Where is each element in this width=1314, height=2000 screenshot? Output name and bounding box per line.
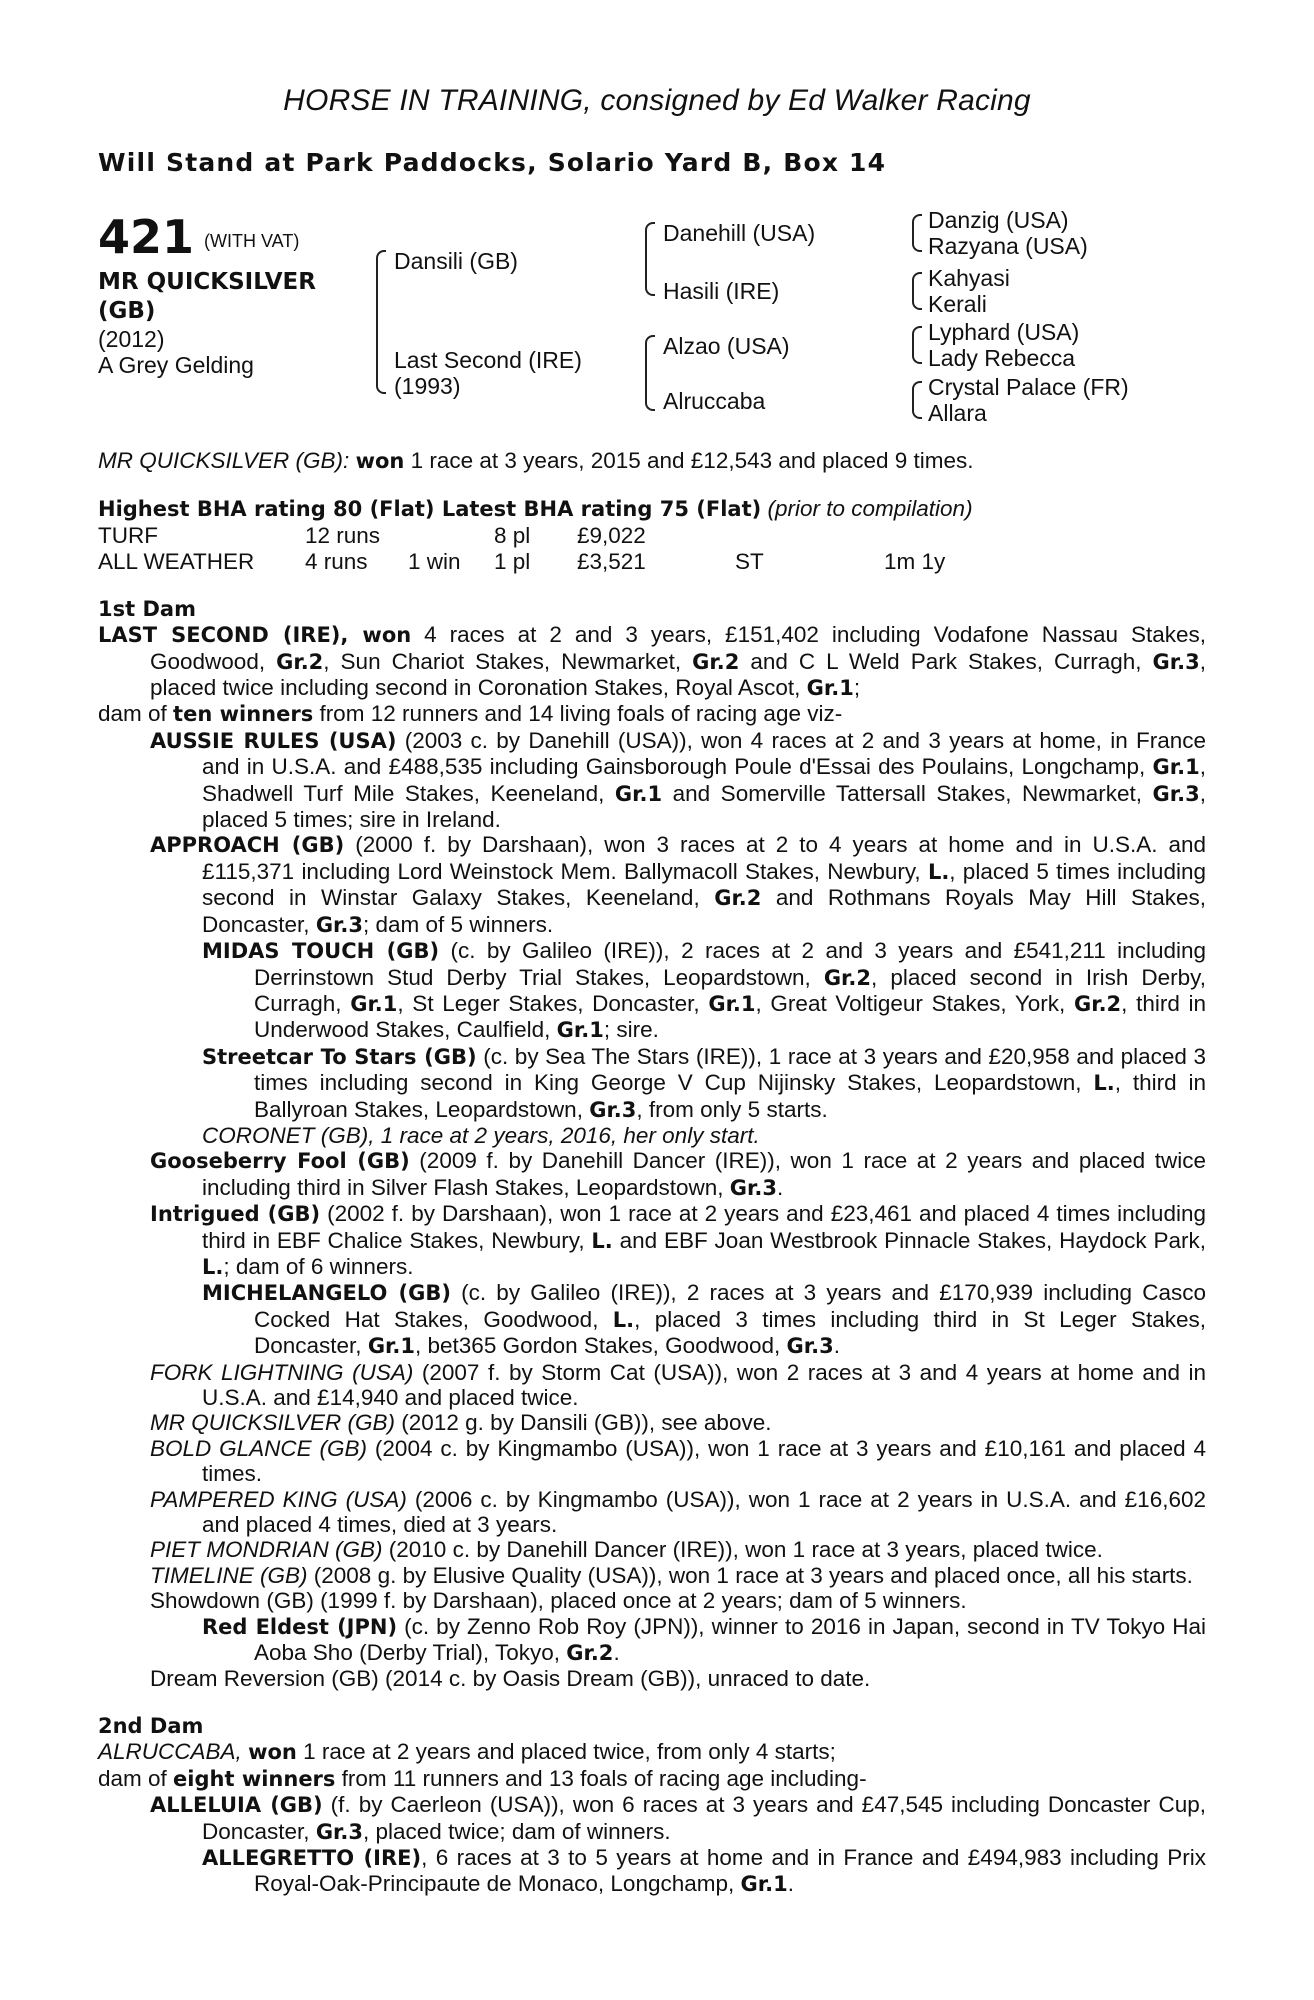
horse-name-line1: MR QUICKSILVER [98,269,316,295]
vat-label: (WITH VAT) [204,231,300,251]
all-weather-stats: ALL WEATHER 4 runs 1 win 1 pl £3,521 ST 1m 1y [98,548,946,574]
second-dam-heading: 2nd Dam [98,1713,204,1738]
great-grandsire-3: Lyphard (USA) [928,319,1080,345]
great-granddam-2: Kerali [928,291,987,317]
great-grandsire-4: Crystal Palace (FR) [928,374,1129,400]
first-dam-record: LAST SECOND (IRE), won 4 races at 2 and 3 years, £151,402 including Vodafone Nassau Stakes, Goodwood, Gr.2, Sun Chariot Stakes, Newmarket, Gr.2 and C L Weld Park Stakes, Curragh, Gr.3, placed twice including second in Coronation Stakes, Royal Ascot, Gr.1; [98,622,1206,701]
dam-sire: Alzao (USA) [663,333,790,359]
sire: Dansili (GB) [394,248,518,274]
catalogue-body [98,448,1206,1898]
great-grandsire-2: Kahyasi [928,265,1010,291]
produce-dream-reversion: Dream Reversion (GB) (2014 c. by Oasis Dream (GB)), unraced to date. [150,1666,871,1692]
bha-ratings: Highest BHA rating 80 (Flat) Latest BHA rating 75 (Flat) (prior to compilation) [98,496,973,522]
produce-mr-quicksilver: MR QUICKSILVER (GB) (2012 g. by Dansili (GB)), see above. [150,1410,772,1436]
sire-dam: Hasili (IRE) [663,278,780,304]
produce-timeline: TIMELINE (GB) (2008 g. by Elusive Quality (USA)), won 1 race at 3 years and placed once, all his starts. [150,1562,1193,1588]
stand-location: Will Stand at Park Paddocks, Solario Yard B, Box 14 [98,148,887,177]
produce-michelangelo: MICHELANGELO (GB) (c. by Galileo (IRE)), 2 races at 3 years and £170,939 including Casco Cocked Hat Stakes, Goodwood, L., placed 3 times including third in St Leger Stakes, Doncaster, Gr.1, bet365 Gordon Stakes, Goodwood, Gr.3. [202,1280,1206,1359]
second-dam-produce-summary: dam of eight winners from 11 runners and 13 foals of racing age including- [98,1765,867,1791]
sire-sire: Danehill (USA) [663,220,816,246]
first-dam-heading: 1st Dam [98,596,196,621]
produce-allegretto: ALLEGRETTO (IRE), 6 races at 3 to 5 years at home and in France and £494,983 including Prix Royal-Oak-Principaute de Monaco, Longchamp, Gr.1. [202,1844,1206,1897]
produce-intrigued: Intrigued (GB) (2002 f. by Darshaan), won 1 race at 2 years and £23,461 and placed 4 times including third in EBF Chalice Stakes, Newbury, L. and EBF Joan Westbrook Pinnacle Stakes, Haydock Park, L.; dam of 6 winners. [150,1201,1206,1279]
first-dam-produce-summary: dam of ten winners from 12 runners and 14 living foals of racing age viz- [98,701,843,727]
bracket-g4 [912,381,922,419]
dam-year: (1993) [394,373,461,399]
lot-info [98,212,358,378]
horse-name-line2: (GB) [98,298,156,324]
dam: Last Second (IRE) [394,347,582,373]
bracket-g1 [912,214,922,252]
horse-name [98,268,358,326]
produce-fork-lightning: FORK LIGHTNING (USA) (2007 f. by Storm Cat (USA)), won 2 races at 3 and 4 years at home and in U.S.A. and £14,940 and placed twice. [150,1359,1206,1410]
produce-pampered-king: PAMPERED KING (USA) (2006 c. by Kingmambo (USA)), won 1 race at 2 years in U.S.A. and £16,602 and placed 4 times, died at 3 years. [150,1486,1206,1538]
produce-bold-glance: BOLD GLANCE (GB) (2004 c. by Kingmambo (USA)), won 1 race at 3 years and £10,161 and placed 4 times. [150,1435,1206,1487]
foaling-year: (2012) [98,326,165,352]
lot-number: 421 [98,210,195,264]
bracket-g2 [912,272,922,310]
bracket-g3 [912,326,922,364]
dam-dam: Alruccaba [663,388,766,414]
produce-approach: APPROACH (GB) (2000 f. by Darshaan), won 3 races at 2 to 4 years at home and in U.S.A. and £115,371 including Lord Weinstock Mem. Ballymacoll Stakes, Newbury, L., placed 5 times including second in Winstar Galaxy Stakes, Keeneland, Gr.2 and Rothmans Royals May Hill Stakes, Doncaster, Gr.3; dam of 5 winners. [150,832,1207,937]
great-granddam-3: Lady Rebecca [928,345,1076,371]
produce-gooseberry-fool: Gooseberry Fool (GB) (2009 f. by Danehill Dancer (IRE)), won 1 race at 2 years and placed twice including third in Silver Flash Stakes, Leopardstown, Gr.3. [150,1148,1207,1200]
produce-streetcar-to-stars: Streetcar To Stars (GB) (c. by Sea The Stars (IRE)), 1 race at 3 years and £20,958 and placed 3 times including second in King George V Cup Nijinsky Stakes, Leopardstown, L., third in Ballyroan Stakes, Leopardstown, Gr.3, from only 5 starts. [202,1043,1206,1122]
race-summary: MR QUICKSILVER (GB): won 1 race at 3 years, 2015 and £12,543 and placed 9 times. [98,448,974,473]
bracket-dam [645,335,655,411]
produce-red-eldest: Red Eldest (JPN) (c. by Zenno Rob Roy (JPN)), winner to 2016 in Japan, second in TV Tokyo Hai Aoba Sho (Derby Trial), Tokyo, Gr.2. [202,1613,1206,1666]
bracket-parents [376,250,386,394]
great-granddam-4: Allara [928,400,987,426]
produce-showdown: Showdown (GB) (1999 f. by Darshaan), placed once at 2 years; dam of 5 winners. [150,1588,967,1614]
produce-aussie-rules: AUSSIE RULES (USA) (2003 c. by Danehill (USA)), won 4 races at 2 and 3 years at home, in France and in U.S.A. and £488,535 including Gainsborough Poule d'Essai des Poulains, Longchamp, Gr.1, Shadwell Turf Mile Stakes, Keeneland, Gr.1 and Somerville Tattersall Stakes, Newmarket, Gr.3, placed 5 times; sire in Ireland. [150,727,1206,833]
great-granddam-1: Razyana (USA) [928,233,1088,259]
produce-alleluia: ALLELUIA (GB) (f. by Caerleon (USA)), won 6 races at 3 years and £47,545 including Doncaster Cup, Doncaster, Gr.3, placed twice; dam of winners. [150,1792,1206,1844]
consignor-title: HORSE IN TRAINING, consigned by Ed Walker Racing [283,84,1031,117]
great-grandsire-1: Danzig (USA) [928,207,1069,233]
produce-piet-mondrian: PIET MONDRIAN (GB) (2010 c. by Danehill Dancer (IRE)), won 1 race at 3 years, placed twice. [150,1537,1103,1563]
second-dam-record: ALRUCCABA, won 1 race at 2 years and placed twice, from only 4 starts; [98,1739,836,1765]
produce-midas-touch: MIDAS TOUCH (GB) (c. by Galileo (IRE)), 2 races at 2 and 3 years and £541,211 including Derrinstown Stud Derby Trial Stakes, Leopardstown, Gr.2, placed second in Irish Derby, Curragh, Gr.1, St Leger Stakes, Doncaster, Gr.1, Great Voltigeur Stakes, York, Gr.2, third in Underwood Stakes, Caulfield, Gr.1; sire. [202,938,1207,1043]
horse-description: A Grey Gelding [98,352,254,378]
turf-stats: TURF 12 runs 8 pl £9,022 [98,522,646,548]
bracket-sire [645,222,655,296]
produce-coronet: CORONET (GB), 1 race at 2 years, 2016, her only start. [202,1122,760,1148]
